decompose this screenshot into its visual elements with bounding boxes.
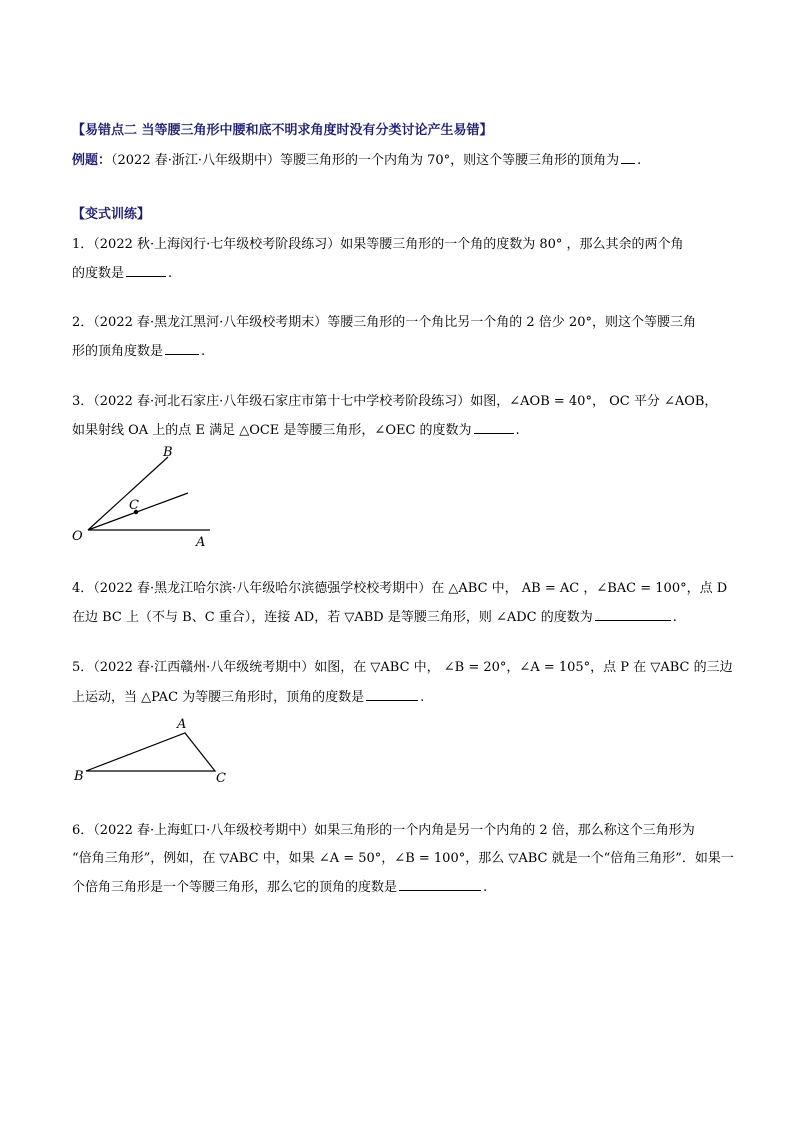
q3-line-2 (72, 420, 732, 440)
example-label: 例题： (72, 153, 112, 168)
label-o: O (72, 529, 83, 544)
example-end: . (637, 153, 642, 168)
q3-text: 如果射线 OA 上的点 E 满足 △OCE 是等腰三角形，∠OEC 的度数为 (72, 423, 472, 438)
q1-text: 的度数是 (72, 266, 125, 281)
example-answer-blank[interactable] (621, 150, 635, 164)
q5-answer-blank[interactable] (366, 687, 418, 701)
q6-line-3 (72, 877, 732, 897)
training-heading: 【变式训练】 (72, 207, 151, 222)
label-b: B (74, 769, 84, 784)
q4-line-1: 4．（2022 春·黑龙江哈尔滨·八年级哈尔滨德强学校校考期中）在 △ABC 中， AB = AC ，∠BAC = 100°，点 D (72, 581, 728, 596)
label-b: B (163, 445, 173, 460)
section-heading: 【易错点二 当等腰三角形中腰和底不明求角度时没有分类讨论产生易错】 (72, 123, 493, 138)
q5-text: 上运动，当 △PAC 为等腰三角形时，顶角的度数是 (72, 690, 365, 705)
label-a: A (196, 535, 206, 550)
q2-line-1: 2．（2022 春·黑龙江黑河·八年级校考期末）等腰三角形的一个角比另一个角的 2 倍少 20°，则这个等腰三角 (72, 315, 696, 330)
q5-triangle-figure (70, 712, 240, 787)
q5-line-2 (72, 687, 732, 707)
q1-end: . (168, 266, 173, 281)
q2-text: 形的顶角度数是 (72, 344, 164, 359)
q1-line-2 (72, 263, 732, 283)
q2-end: . (201, 344, 206, 359)
q3-line-1: 3．（2022 春·河北石家庄·八年级石家庄市第十七中学校考阶段练习）如图，∠AOB = 40°， OC 平分 ∠AOB， (72, 394, 718, 409)
q2-answer-blank[interactable] (165, 341, 199, 355)
q6-line-2: “倍角三角形”，例如，在 ▽ABC 中，如果 ∠A = 50°，∠B = 100°，那么 ▽ABC 就是一个“倍角三角形”．如果一 (72, 851, 734, 866)
q3-end: . (515, 423, 520, 438)
example-text: （2022 春·浙江·八年级期中）等腰三角形的一个内角为 70°，则这个等腰三角形的顶角为 (111, 153, 620, 168)
label-c: C (216, 771, 226, 786)
q4-end: . (672, 610, 677, 625)
label-c: C (129, 498, 139, 513)
q4-answer-blank[interactable] (595, 607, 671, 621)
q5-line-1: 5．（2022 春·江西赣州·八年级统考期中）如图，在 ▽ABC 中， ∠B = 20°，∠A = 105°，点 P 在 ▽ABC 的三边 (72, 660, 733, 675)
triangle-abc (86, 733, 215, 771)
q6-answer-blank[interactable] (399, 877, 481, 891)
q3-answer-blank[interactable] (474, 420, 514, 434)
q4-text: 在边 BC 上（不与 B、C 重合），连接 AD，若 ▽ABD 是等腰三角形，则 ∠ADC 的度数为 (72, 610, 593, 625)
q1-answer-blank[interactable] (126, 263, 166, 277)
label-a: A (177, 717, 187, 732)
ray-ob (88, 457, 168, 530)
q1-line-1: 1．（2022 秋·上海闵行·七年级校考阶段练习）如果等腰三角形的一个角的度数为 80° ，那么其余的两个角 (72, 237, 684, 252)
q2-line-2 (72, 341, 732, 361)
q6-end: . (483, 880, 488, 895)
q4-line-2 (72, 607, 732, 627)
example-question (72, 150, 732, 170)
q5-end: . (420, 690, 425, 705)
q3-angle-figure (70, 440, 220, 550)
q6-line-1: 6．（2022 春·上海虹口·八年级校考期中）如果三角形的一个内角是另一个内角的 2 倍，那么称这个三角形为 (72, 823, 695, 838)
q6-text: 个倍角三角形是一个等腰三角形，那么它的顶角的度数是 (72, 880, 398, 895)
